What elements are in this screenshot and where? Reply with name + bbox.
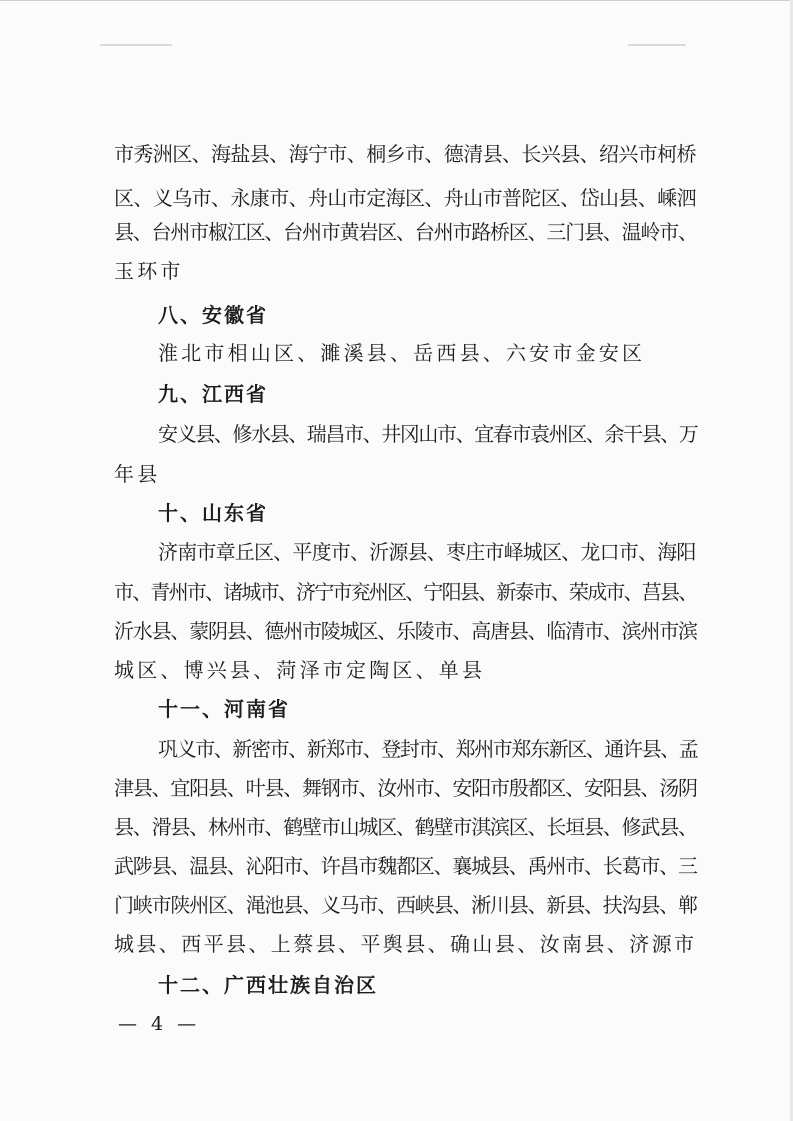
text-line: 济南市章丘区、平度市、沂源县、枣庄市峄城区、龙口市、海阳 [158, 540, 696, 564]
text-line: 市秀洲区、海盐县、海宁市、桐乡市、德清县、长兴县、绍兴市柯桥 [114, 142, 696, 166]
section-heading: 九、江西省 [158, 382, 268, 406]
text-line: 县、台州市椒江区、台州市黄岩区、台州市路桥区、三门县、温岭市、 [114, 220, 697, 244]
text-line: 市、青州市、诸城市、济宁市兖州区、宁阳县、新泰市、荣成市、莒县、 [114, 580, 697, 604]
text-line: 玉环市 [114, 259, 184, 283]
text-line: 区、义乌市、永康市、舟山市定海区、舟山市普陀区、岱山县、嵊泗 [114, 186, 696, 210]
section-heading: 十二、广西壮族自治区 [158, 973, 378, 997]
text-line: 淮北市相山区、濉溪县、岳西县、六安市金安区 [158, 341, 646, 365]
text-line: 巩义市、新密市、新郑市、登封市、郑州市郑东新区、通许县、孟 [158, 737, 698, 761]
text-line: 沂水县、蒙阴县、德州市陵城区、乐陵市、高唐县、临清市、滨州市滨 [114, 619, 697, 643]
text-line: 城县、西平县、上蔡县、平舆县、确山县、汝南县、济源市 [114, 932, 697, 956]
text-line: 县、滑县、林州市、鹤壁市山城区、鹤壁市淇滨区、长垣县、修武县、 [114, 815, 697, 839]
scan-smudge [100, 44, 172, 46]
section-heading: 十一、河南省 [158, 697, 290, 721]
scan-edge-top [0, 0, 793, 7]
text-line: 年县 [114, 462, 161, 486]
section-heading: 八、安徽省 [158, 303, 268, 327]
scan-smudge [628, 44, 686, 46]
text-line: 津县、宜阳县、叶县、舞钢市、汝州市、安阳市殷都区、安阳县、汤阴 [114, 776, 697, 800]
text-line: 安义县、修水县、瑞昌市、井冈山市、宜春市袁州区、余干县、万 [158, 422, 698, 446]
section-heading: 十、山东省 [158, 501, 268, 525]
page-number: — 4 — [118, 1013, 201, 1035]
text-line: 门峡市陕州区、渑池县、义马市、西峡县、淅川县、新县、扶沟县、郸 [114, 893, 697, 917]
text-line: 武陟县、温县、沁阳市、许昌市魏都区、襄城县、禹州市、长葛市、三 [114, 854, 697, 878]
text-line: 城区、博兴县、菏泽市定陶区、单县 [114, 658, 486, 682]
